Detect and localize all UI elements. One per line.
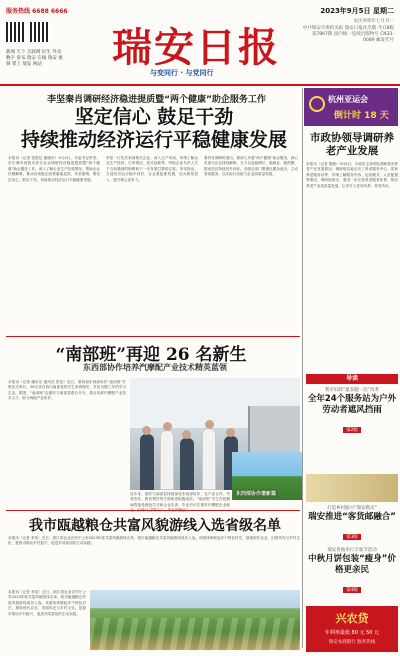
guide-item-kicker: 瑞安各地举行丰收节活动 bbox=[327, 548, 377, 553]
news-photo-scenery[interactable] bbox=[232, 452, 302, 500]
asian-games-title: 杭州亚运会 bbox=[328, 95, 368, 104]
guide-item-page: 第3版 bbox=[343, 534, 361, 540]
section-divider bbox=[6, 510, 300, 511]
photo-person-head bbox=[163, 422, 172, 431]
date-block bbox=[302, 6, 394, 44]
lunar-date: 农历癸卯年七月廿一 bbox=[353, 19, 394, 24]
newspaper-title: 瑞安日报 bbox=[112, 24, 280, 71]
lead-headline[interactable] bbox=[8, 106, 300, 152]
guide-item-page: 第2版 bbox=[343, 427, 361, 433]
qr-code-icon[interactable] bbox=[6, 22, 26, 42]
right-story-body: 本报讯（记者 胡薇）9月4日，市政协主席带队调研我市养老产业发展情况。调研组实地走访了养老服务中心、居家养老服务站等，详细了解服务内容、运营模式、人员配置等情况。调研组指出，要进一步完善养老服务体系，推动养老产业高质量发展，让老年人老有所养、老有所乐。 bbox=[306, 162, 398, 188]
lead-headline-line1: 坚定信心 鼓足干劲 bbox=[74, 106, 234, 128]
guide-item-1[interactable] bbox=[306, 388, 398, 435]
column-divider bbox=[302, 88, 303, 648]
guide-item-title: 全年24个服务站为户外劳动者遮风挡雨 bbox=[307, 394, 397, 415]
lead-kicker: 李坚秦肖调研经济稳进提质暨“两个健康”助企服务工作 bbox=[47, 95, 266, 105]
lead-body-col1: 本报讯（记者 钱思忆 谢晓东）9月4日，市委书记李坚，市长秦肖到我市部分企业调研经济稳进提质暨“两个健康”助企服务工作，深入了解企业生产经营情况，帮助企业纾困解难，推动各项惠企政策落地见效。李坚强调，要坚定信心，鼓足干劲，持续推动经济运行平稳健康发展。 bbox=[8, 156, 100, 182]
photo-caption: 东西部协作谱新篇 bbox=[236, 491, 277, 497]
publisher-info: 中共瑞安市委机关报 瑞安日报社出版 今日8版 第7867期 国内统一连续出版物号 CN33-0089 邮发代号 bbox=[302, 26, 394, 43]
photo-field bbox=[90, 618, 300, 650]
photo-person bbox=[202, 428, 216, 490]
lead-body-col3: 秦肖在调研时指出，要深入开展“两个健康”助企服务，真心实意为企业排忧解难，全力以赴稳增长、稳就业、稳预期，推动经济持续回升向好。各级各部门要强化服务意识，主动靠前服务，以实际行动助力企业高质量发展。 bbox=[204, 156, 298, 177]
guide-item-title: 中秋月饼包装“瘦身”价格更亲民 bbox=[308, 554, 396, 575]
second-story-headline[interactable]: “南部班”再迎 26 名新生 bbox=[55, 345, 247, 365]
third-story-headline[interactable]: 我市瓯越粮仓共富风貌游线入选省级名单 bbox=[29, 518, 281, 534]
second-story-body-right: 近年来，瑞安与南部县持续深化东西部协作，在产业合作、劳务协作、教育帮扶等方面取得积极成效。“南部班”学生在校期间将接受理论学习和企业实训，毕业后可在瑞安汽摩配企业就 bbox=[130, 492, 230, 507]
news-photo-farmland[interactable] bbox=[90, 590, 300, 650]
guide-item-2[interactable] bbox=[306, 506, 398, 542]
lead-headline-line2: 持续推动经济运行平稳健康发展 bbox=[20, 129, 287, 151]
photo-person-head bbox=[205, 420, 214, 429]
guide-item-title: 瑞安推进“客货邮融合” bbox=[308, 512, 396, 522]
lead-body-col2: 李坚一行先后来到相关企业，深入生产车间，详细了解企业生产经营、订单情况、技术创新等，听取企业负责人关于当前遇到的困难和下一步发展打算的汇报。李坚指出，当前经济运行稳中向好，企业要抢抓机遇，加大研发投入，提升核心竞争力。 bbox=[106, 156, 198, 182]
second-story-subtitle: 东西部协作培养汽摩配产业技术精英蓝领 bbox=[83, 363, 227, 372]
hotline: 服务热线 6688 6666 bbox=[6, 8, 68, 15]
ad-rate: 年利率最低 80 元 50 元 bbox=[324, 630, 380, 636]
right-story-headline[interactable]: 市政协领导调研养老产业发展 bbox=[310, 132, 394, 157]
ad-footer: 瑞安农商银行 服务热线 bbox=[328, 640, 376, 645]
guide-item-kicker: 打造乡村振兴“瑞安模式” bbox=[327, 506, 377, 511]
photo-person bbox=[160, 430, 174, 490]
asian-games-logo-icon bbox=[309, 96, 325, 112]
guide-item-kicker: 我市妇联“最多跑一次”改革 bbox=[324, 388, 380, 393]
countdown-text: 倒计时 18 天 bbox=[334, 111, 389, 121]
side-links: 新闻 天下 互联网 民生 外卖 数字 发布 瑞安 在线 瑞安 视频 掌上 瑞安 网站 bbox=[6, 50, 63, 67]
guide-header: 导读 bbox=[306, 374, 398, 384]
masthead bbox=[0, 0, 400, 86]
photo-person-head bbox=[226, 428, 235, 437]
third-story-body: 本报讯（记者 李苗）近日，浙江省农业农村厅公布2023年度共富风貌游线名单，我市瓯越粮仓共富风貌游线成功入选。该游线串联起多个特色村庄，展现现代农业、田园风光与乡村文化，是我市推动乡村振兴、促进共同富裕的生动实践。 bbox=[8, 536, 300, 546]
section-divider bbox=[6, 336, 300, 337]
guide-item-page: 第4版 bbox=[343, 587, 361, 593]
third-story-body-extra: 本报讯（记者 李苗）近日，浙江省农业农村厅公布2023年度共富风貌游线名单，我市瓯越粮仓共富风貌游线成功入选。该游线串联起多个特色村庄，展现现代农业、田园风光与乡村文化，是我市推动乡村振兴、促进共同富裕的生动实践。 bbox=[8, 590, 86, 616]
photo-person bbox=[180, 438, 194, 490]
second-story-body-left: 本报讯（记者 潘乐乐 通讯员 张蕊）近日，第四届东西部协作“南部班”开班仪式举行，26名来自四川南部县的学生来到瑞安，开启为期三年的学习生活。据悉，“南部班”由瑞安与南部县联合开办，重点培养汽摩配产业技术人才，助力两地产业协作。 bbox=[8, 380, 126, 401]
photo-person bbox=[140, 434, 154, 490]
photo-person-head bbox=[142, 426, 151, 435]
ad-title: 兴农贷 bbox=[335, 612, 369, 625]
qr-code-icon[interactable] bbox=[30, 22, 50, 42]
asian-games-countdown[interactable] bbox=[304, 88, 398, 126]
bank-advertisement[interactable] bbox=[306, 606, 398, 652]
issue-date: 2023年9月5日 星期二 bbox=[320, 7, 394, 15]
photo-person-head bbox=[182, 430, 191, 439]
slogan: 与变同行 · 与党同行 bbox=[150, 69, 214, 77]
guide-item-3[interactable] bbox=[306, 548, 398, 595]
guide-thumbnail bbox=[306, 474, 398, 502]
